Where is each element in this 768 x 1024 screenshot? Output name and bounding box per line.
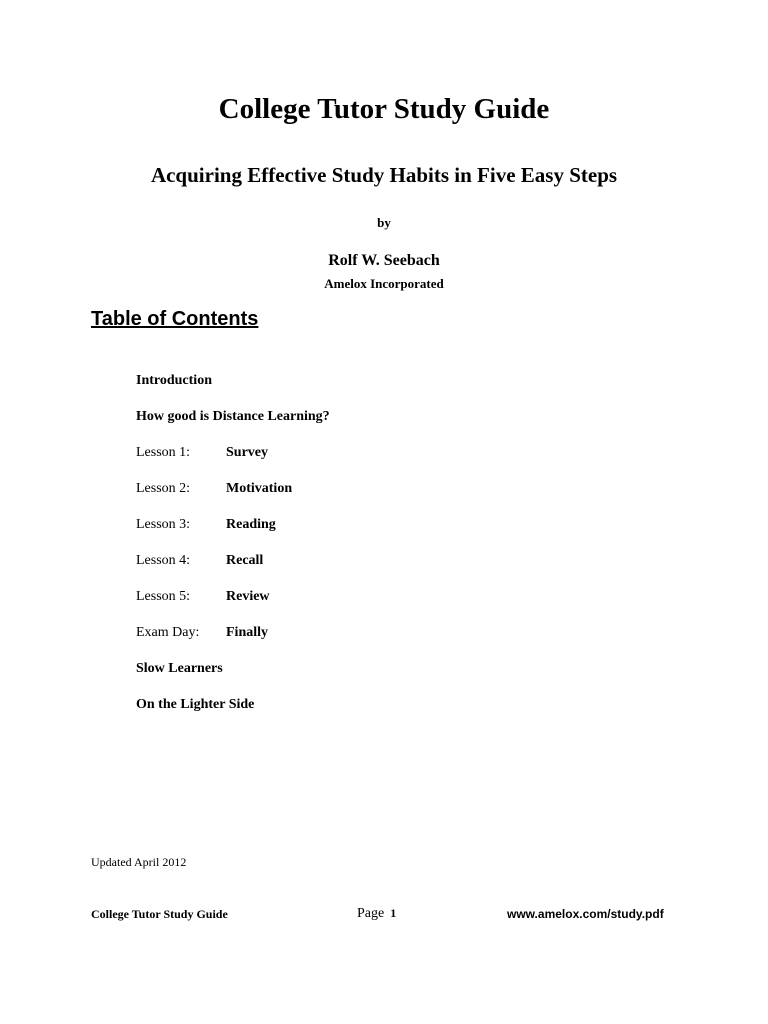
toc-item-label: Lesson 1: <box>136 445 191 460</box>
toc-item-label: Lesson 4: <box>136 553 191 568</box>
footer-page-number: 1 <box>390 906 397 920</box>
toc-heading: Table of Contents <box>91 308 259 330</box>
toc-item-label: Exam Day: <box>136 625 200 640</box>
toc-item-lesson-2 <box>136 480 636 516</box>
toc-item-title: Survey <box>226 445 268 460</box>
toc-item-lesson-5 <box>136 588 636 624</box>
updated-date: Updated April 2012 <box>91 855 187 869</box>
toc-item-lesson-3 <box>136 516 636 552</box>
footer-page-label: Page <box>357 906 385 921</box>
toc-item-label: Lesson 3: <box>136 517 191 532</box>
toc-item-title: On the Lighter Side <box>136 697 255 712</box>
toc-item-title: Introduction <box>136 373 212 388</box>
author-name: Rolf W. Seebach <box>328 252 440 269</box>
toc-item-introduction <box>136 372 636 408</box>
footer-document-title: College Tutor Study Guide <box>91 907 228 921</box>
toc-item-lesson-1 <box>136 444 636 480</box>
document-subtitle: Acquiring Effective Study Habits in Five Easy Steps <box>150 163 618 187</box>
toc-item-title: Slow Learners <box>136 661 223 676</box>
toc-item-label: Lesson 2: <box>136 481 191 496</box>
toc-item-slow-learners <box>136 660 636 696</box>
toc-item-label: Lesson 5: <box>136 589 191 604</box>
toc-item-exam-day <box>136 624 636 660</box>
toc-item-title: Review <box>226 589 270 604</box>
toc-item-distance-learning <box>136 408 636 444</box>
toc-item-lighter-side <box>136 696 636 732</box>
table-of-contents <box>136 372 636 732</box>
toc-item-title: Recall <box>226 553 264 568</box>
byline: by <box>377 215 391 230</box>
toc-item-title: Finally <box>226 625 269 640</box>
footer-url: www.amelox.com/study.pdf <box>507 907 664 921</box>
company-name: Amelox Incorporated <box>324 276 444 291</box>
toc-item-lesson-4 <box>136 552 636 588</box>
toc-item-title: Reading <box>226 517 276 532</box>
toc-item-title: How good is Distance Learning? <box>136 409 330 424</box>
document-title: College Tutor Study Guide <box>218 93 550 125</box>
toc-item-title: Motivation <box>226 481 293 496</box>
footer-page-indicator <box>357 904 396 923</box>
